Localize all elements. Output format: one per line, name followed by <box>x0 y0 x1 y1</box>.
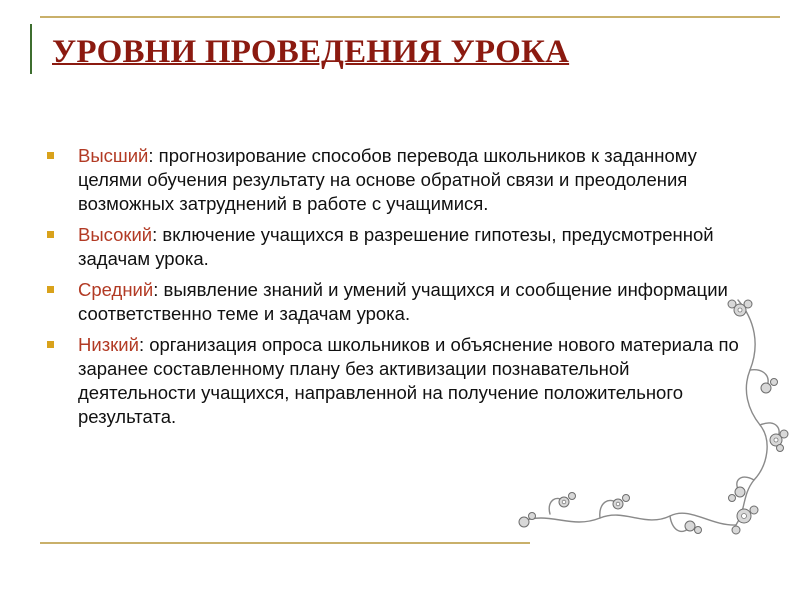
level-label: Низкий <box>78 334 139 355</box>
level-description: : включение учащихся в разрешение гипотезы, предусмотренной задачам урока. <box>78 224 714 269</box>
square-bullet-icon <box>47 341 54 348</box>
level-label: Высокий <box>78 224 153 245</box>
levels-list <box>47 144 747 436</box>
slide-title: УРОВНИ ПРОВЕДЕНИЯ УРОКА <box>52 34 570 70</box>
square-bullet-icon <box>47 286 54 293</box>
list-item-highest <box>47 144 747 216</box>
list-item-low <box>47 333 747 429</box>
frame-top-line <box>40 16 780 18</box>
list-item-medium <box>47 278 747 326</box>
level-description: : организация опроса школьников и объяснение нового материала по заранее составленному плану без активизации познавательной деятельности учащихся, направленной на получение положительного результата. <box>78 334 739 427</box>
level-description: : выявление знаний и умений учащихся и сообщение информации соответственно теме и задачам урока. <box>78 279 728 324</box>
level-label: Средний <box>78 279 154 300</box>
square-bullet-icon <box>47 152 54 159</box>
level-description: : прогнозирование способов перевода школьников к заданному целями обучения результату на основе обратной связи и преодоления возможных затруднений в работе с учащимися. <box>78 145 697 214</box>
level-label: Высший <box>78 145 149 166</box>
list-item-high <box>47 223 747 271</box>
frame-left-accent <box>30 24 32 74</box>
frame-bottom-line <box>40 542 530 544</box>
square-bullet-icon <box>47 231 54 238</box>
